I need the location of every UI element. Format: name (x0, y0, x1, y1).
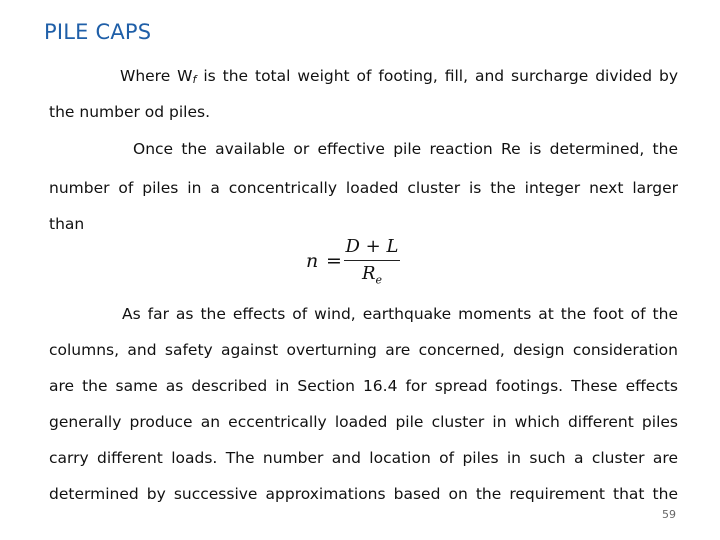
para3-line6: determined by successive approximations based on the requirement that the (49, 485, 678, 503)
formula-fraction (344, 236, 400, 292)
para3-line5: carry different loads. The number and location of piles in such a cluster are (49, 449, 678, 467)
para1-subscript: f (192, 73, 197, 86)
para2-line3: than (49, 215, 85, 233)
para2-line1: Once the available or effective pile reaction Re is determined, the (133, 140, 678, 158)
para1-line1-start: Where W (120, 67, 193, 85)
para1-line1-end: is the total weight of footing, fill, and surcharge divided by (196, 67, 678, 85)
fraction-bar (344, 260, 400, 261)
formula-lhs: n (306, 250, 319, 272)
para3-line3: are the same as described in Section 16.4 for spread footings. These effects (49, 377, 678, 395)
page-number: 59 (662, 508, 676, 521)
formula-denominator (344, 263, 400, 292)
pile-count-formula (300, 236, 410, 288)
page-title: PILE CAPS (44, 20, 152, 44)
formula-equals: = (326, 250, 342, 272)
formula-numerator: D + L (345, 236, 399, 257)
para1-line1 (120, 58, 678, 98)
para3-line4: generally produce an eccentrically loaded pile cluster in which different piles (49, 413, 678, 431)
formula-denominator-sub: e (375, 273, 383, 287)
para1-line2: the number od piles. (49, 103, 211, 121)
formula-denominator-base: R (361, 263, 376, 284)
para3-line2: columns, and safety against overturning are concerned, design consideration (49, 341, 678, 359)
para2-line2: number of piles in a concentrically loaded cluster is the integer next larger (49, 179, 678, 197)
para3-line1: As far as the effects of wind, earthquake moments at the foot of the (122, 305, 678, 323)
